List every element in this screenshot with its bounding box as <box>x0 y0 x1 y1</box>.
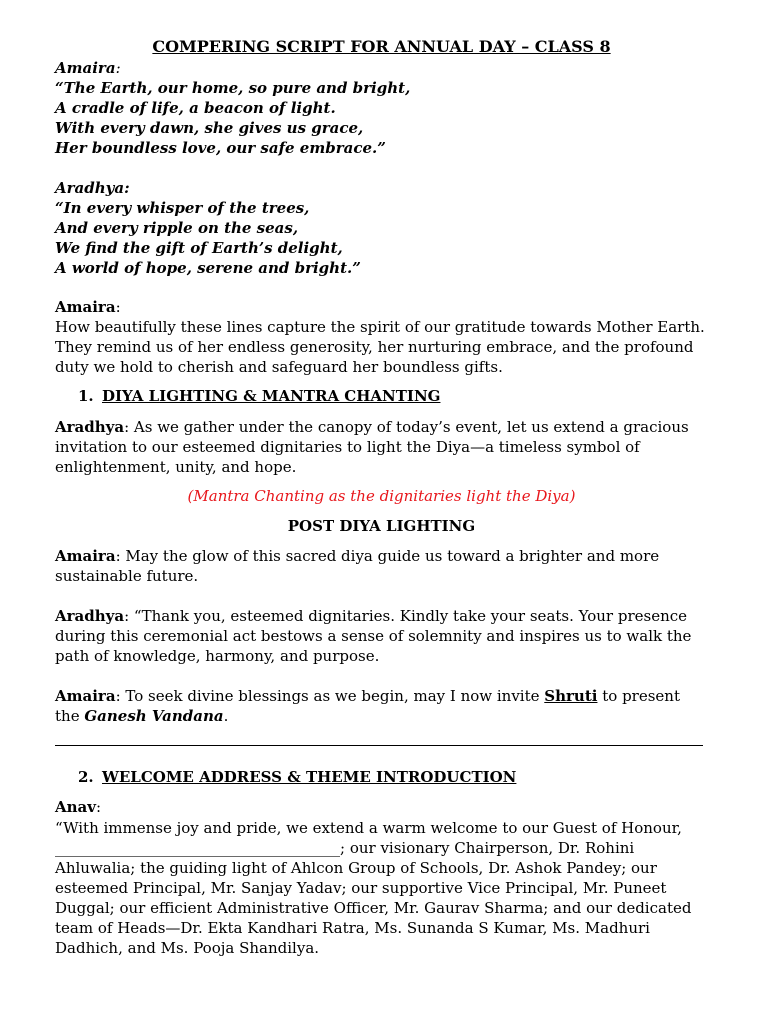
dialogue-text: . <box>223 707 229 725</box>
dialogue-text: the <box>55 707 85 725</box>
section-number: 1. <box>78 387 94 405</box>
speaker-name: Aradhya <box>55 418 125 436</box>
body-line: path of knowledge, harmony, and purpose. <box>55 647 380 665</box>
dialogue-line <box>55 546 708 566</box>
body-line: invitation to our esteemed dignitaries to light the Diya—a timeless symbol of <box>55 438 640 456</box>
horizontal-divider <box>55 745 703 746</box>
poem-line: We find the gift of Earth’s delight, <box>55 239 343 257</box>
body-line: ______________________________________; our visionary Chairperson, Dr. Rohini <box>55 839 635 857</box>
section-heading <box>78 386 708 406</box>
speaker-name: Amaira <box>55 298 116 316</box>
stage-direction: (Mantra Chanting as the dignitaries light the Diya) <box>187 487 576 505</box>
performance-name: Ganesh Vandana <box>84 707 224 725</box>
poem-line: And every ripple on the seas, <box>55 219 299 237</box>
body-line: duty we hold to cherish and safeguard her boundless gifts. <box>55 358 503 376</box>
poem-line: A world of hope, serene and bright.” <box>55 259 361 277</box>
section-title: WELCOME ADDRESS & THEME INTRODUCTION <box>102 768 517 786</box>
subheading: POST DIYA LIGHTING <box>287 517 476 535</box>
body-line: enlightenment, unity, and hope. <box>55 458 297 476</box>
speaker-name: Anav <box>55 798 96 816</box>
poem-line: With every dawn, she gives us grace, <box>55 119 364 137</box>
dialogue-text: : To seek divine blessings as we begin, may I now invite <box>115 687 545 705</box>
poem-line: A cradle of life, a beacon of light. <box>55 99 336 117</box>
dialogue-text: : “Thank you, esteemed dignitaries. Kindly take your seats. Your presence <box>124 607 688 625</box>
body-line <box>55 706 708 726</box>
body-line: “With immense joy and pride, we extend a warm welcome to our Guest of Honour, <box>55 819 682 837</box>
performer-name: Shruti <box>544 687 598 705</box>
dialogue-text: : As we gather under the canopy of today’s event, let us extend a gracious <box>124 418 689 436</box>
poem-line: Her boundless love, our safe embrace.” <box>55 139 386 157</box>
section-heading <box>78 767 708 787</box>
speaker-line: Amaira: <box>55 298 121 316</box>
poem-line: “The Earth, our home, so pure and bright, <box>55 79 411 97</box>
dialogue-line <box>55 686 708 706</box>
speaker-name: Aradhya: <box>55 179 130 197</box>
body-line: team of Heads—Dr. Ekta Kandhari Ratra, Ms. Sunanda S Kumar, Ms. Madhuri <box>55 919 650 937</box>
dialogue-line <box>55 417 708 437</box>
body-line: sustainable future. <box>55 567 199 585</box>
speaker-name: Amaira <box>55 59 116 77</box>
section-title: DIYA LIGHTING & MANTRA CHANTING <box>102 387 441 405</box>
speaker-line: Amaira: <box>55 59 121 77</box>
body-line: during this ceremonial act bestows a sense of solemnity and inspires us to walk the <box>55 627 692 645</box>
section-number: 2. <box>78 768 94 786</box>
dialogue-text: : May the glow of this sacred diya guide us toward a brighter and more <box>115 547 660 565</box>
speaker-line: Anav: <box>55 798 102 816</box>
dialogue-line <box>55 606 708 626</box>
dialogue-text: to present <box>597 687 680 705</box>
speaker-name: Amaira <box>55 547 116 565</box>
body-line: Ahluwalia; the guiding light of Ahlcon Group of Schools, Dr. Ashok Pandey; our <box>55 859 657 877</box>
body-line: Duggal; our efficient Administrative Officer, Mr. Gaurav Sharma; and our dedicated <box>55 899 692 917</box>
body-line: How beautifully these lines capture the spirit of our gratitude towards Mother Earth. <box>55 318 705 336</box>
speaker-name: Aradhya <box>55 607 125 625</box>
body-line: Dadhich, and Ms. Pooja Shandilya. <box>55 939 320 957</box>
body-line: They remind us of her endless generosity, her nurturing embrace, and the profound <box>55 338 694 356</box>
poem-line: “In every whisper of the trees, <box>55 199 310 217</box>
page-title: COMPERING SCRIPT FOR ANNUAL DAY – CLASS 8 <box>152 37 611 56</box>
speaker-name: Amaira <box>55 687 116 705</box>
body-line: esteemed Principal, Mr. Sanjay Yadav; our supportive Vice Principal, Mr. Puneet <box>55 879 667 897</box>
